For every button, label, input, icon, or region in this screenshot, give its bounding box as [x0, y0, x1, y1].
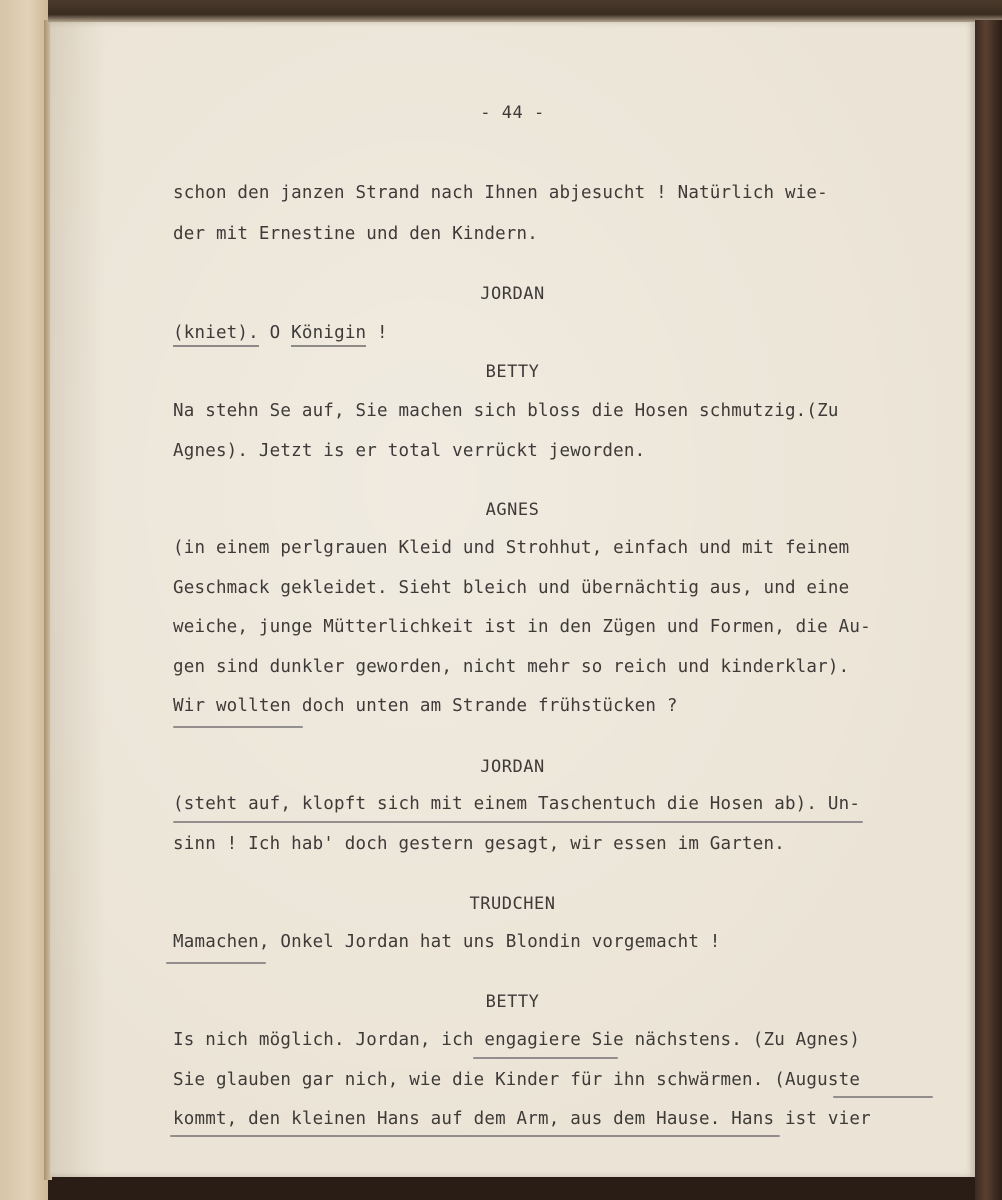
text-line-8: gen sind dunkler geworden, nicht mehr so reich und kinderklar).	[173, 657, 850, 677]
text-line-1: schon den janzen Strand nach Ihnen abjesucht ! Natürlich wie-	[173, 183, 828, 203]
text-line-2: der mit Ernestine und den Kindern.	[173, 224, 539, 244]
text-line-3: Na stehn Se auf, Sie machen sich bloss die Hosen schmutzig.(Zu	[173, 401, 839, 421]
page-number: - 44 -	[480, 103, 545, 123]
text-line-7: weiche, junge Mütterlichkeit ist in den Zügen und Formen, die Au-	[173, 617, 871, 637]
pencil-underline	[166, 962, 266, 964]
text-line-12: Mamachen, Onkel Jordan hat uns Blondin vorgemacht !	[173, 932, 721, 952]
speech-o: O	[269, 323, 281, 343]
text-line-5: (in einem perlgrauen Kleid und Strohhut, einfach und mit feinem	[173, 538, 850, 558]
pencil-underline	[173, 726, 303, 728]
book-binding-left	[0, 0, 48, 1200]
stage-direction-kniet: (kniet).	[173, 323, 259, 347]
text-line-15: kommt, den kleinen Hans auf dem Arm, aus dem Hause. Hans ist vier	[173, 1109, 871, 1129]
typescript-page	[50, 22, 975, 1177]
text-line-11: sinn ! Ich hab' doch gestern gesagt, wir essen im Garten.	[173, 834, 785, 854]
pencil-underline	[833, 1096, 933, 1098]
book-cover-right-edge	[975, 20, 1002, 1200]
text-line-14: Sie glauben gar nich, wie die Kinder für ihn schwärmen. (Auguste	[173, 1070, 861, 1090]
speaker-betty-2: BETTY	[485, 992, 540, 1012]
speaker-trudchen: TRUDCHEN	[469, 894, 556, 914]
speaker-agnes: AGNES	[485, 500, 540, 520]
pencil-underline	[173, 821, 863, 823]
speaker-jordan-2: JORDAN	[480, 757, 545, 777]
pencil-underline	[473, 1057, 618, 1059]
text-line-9: Wir wollten doch unten am Strande frühstücken ?	[173, 696, 678, 716]
book-top-edge	[48, 0, 1002, 24]
text-line-6: Geschmack gekleidet. Sieht bleich und übernächtig aus, und eine	[173, 578, 850, 598]
speech-exclamation: !	[377, 323, 388, 343]
speaker-betty: BETTY	[485, 362, 540, 382]
pencil-underline	[170, 1135, 780, 1137]
speech-koenigin: Königin	[291, 323, 366, 347]
kneel-line	[173, 322, 388, 344]
text-line-13: Is nich möglich. Jordan, ich engagiere Sie nächstens. (Zu Agnes)	[173, 1030, 861, 1050]
text-line-10: (steht auf, klopft sich mit einem Taschentuch die Hosen ab). Un-	[173, 794, 861, 814]
text-line-4: Agnes). Jetzt is er total verrückt jeworden.	[173, 441, 646, 461]
speaker-jordan: JORDAN	[480, 284, 545, 304]
